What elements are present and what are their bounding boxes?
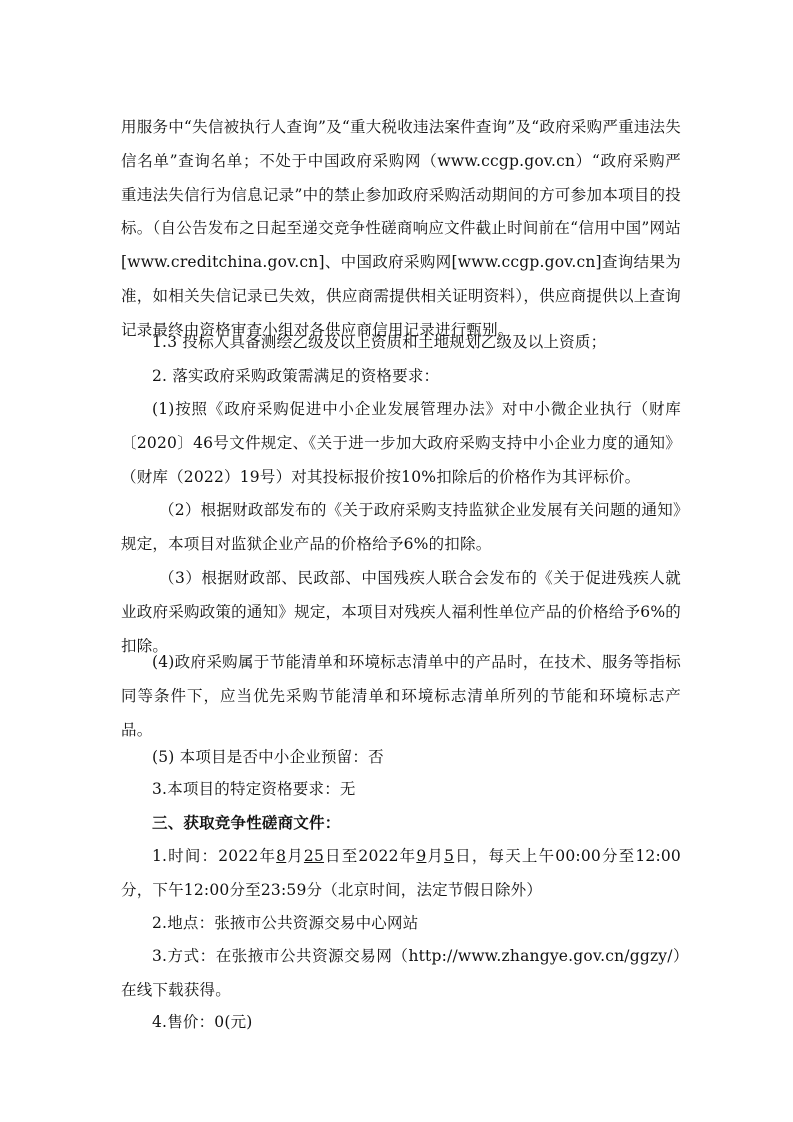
specific-requirements: 3.本项目的特定资格要求：无 [152,780,356,798]
time-text-2: 日至2022年 [324,847,417,865]
qualification-1-3: 1.3 投标人具备测绘乙级及以上资质和土地规划乙级及以上资质； [152,333,607,351]
price-paragraph: 4.售价：0(元) [152,1013,253,1031]
time-text-1: 月 [286,847,304,865]
policy-requirements-heading: 2. 落实政府采购政策需满足的资格要求： [152,367,440,385]
end-day: 5 [444,847,455,865]
time-text-3: 月 [426,847,445,865]
policy-item-1: (1)按照《政府采购促进中小企业发展管理办法》对中小微企业执行（财库〔2020〕46号文件规定、《关于进一步加大政府采购支持中小企业力度的通知》（财库（2022）19号）对其投标报价按10%扣除后的价格作为其评标价。 [121,400,681,486]
policy-item-2: （2）根据财政部发布的《关于政府采购支持监狱企业发展有关问题的通知》规定，本项目对监狱企业产品的价格给予6%的扣除。 [121,501,681,553]
location-paragraph: 2.地点：张掖市公共资源交易中心网站 [152,914,419,932]
policy-item-5: (5) 本项目是否中小企业预留：否 [152,748,384,766]
method-paragraph: 3.方式：在张掖市公共资源交易网（http://www.zhangye.gov.cn/ggzy/）在线下载获得。 [121,947,681,999]
policy-item-4: (4)政府采购属于节能清单和环境标志清单中的产品时，在技术、服务等指标同等条件下，应当优先采购节能清单和环境标志清单所列的节能和环境标志产品。 [121,653,681,739]
time-paragraph [121,840,681,908]
credit-check-paragraph: 用服务中“失信被执行人查询”及“重大税收违法案件查询”及“政府采购严重违法失信名单”查询名单；不处于中国政府采购网（www.ccgp.gov.cn）“政府采购严重违法失信行为信息记录”中的禁止参加政府采购活动期间的方可参加本项目的投标。（自公告发布之日起至递交竞争性磋商响应文件截止时间前在“信用中国”网站[www.creditchina.gov.cn]、中国政府采购网[www.ccgp.gov.cn]查询结果为准，如相关失信记录已失效，供应商需提供相关证明资料），供应商提供以上查询记录最终由资格审查小组对各供应商信用记录进行甄别。 [121,118,681,339]
time-prefix: 1.时间：2022年 [152,847,277,865]
end-month: 9 [416,847,427,865]
time-rest: 日，每天上午00:00分至12:00分，下午12:00分至23:59分（北京时间，法定节假日除外） [121,847,681,899]
start-month: 8 [276,847,287,865]
policy-item-3: （3）根据财政部、民政部、中国残疾人联合会发布的《关于促进残疾人就业政府采购政策的通知》规定，本项目对残疾人福利性单位产品的价格给予6%的扣除。 [121,569,681,655]
section-heading-obtain-documents: 三、获取竞争性磋商文件： [152,813,341,832]
start-day: 25 [303,847,325,865]
